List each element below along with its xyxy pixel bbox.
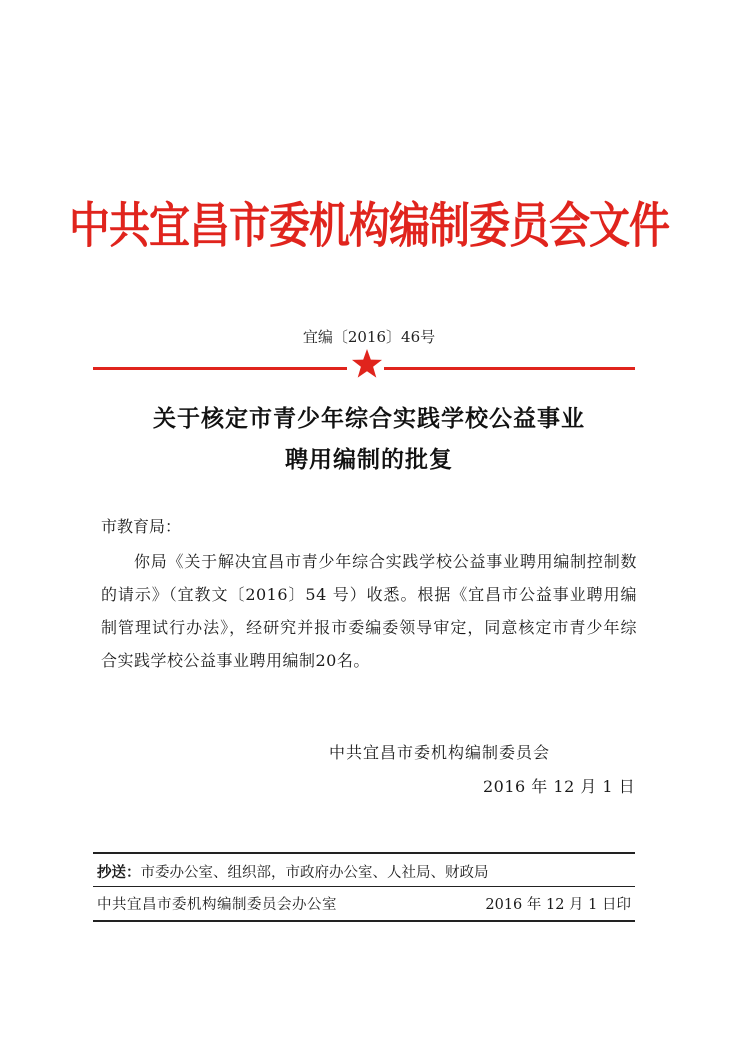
document-number: 宜编〔2016〕46号 — [302, 328, 436, 346]
body-paragraph: 你局《关于解决宜昌市青少年综合实践学校公益事业聘用编制控制数的请示》（宜教文〔2016〕54 号）收悉。根据《宜昌市公益事业聘用编制管理试行办法》，经研究并报市委编委领导审定，同意核定市青少年综合实践学校公益事业聘用编制20名。 — [101, 552, 637, 670]
salutation: 市教育局： — [101, 517, 182, 536]
issuer-header: 中共宜昌市委机构编制委员会文件 — [69, 197, 669, 254]
cc-recipients: 市委办公室、组织部，市政府办公室、人社局、财政局 — [140, 865, 489, 881]
red-star-icon — [351, 348, 383, 380]
signature-organization: 中共宜昌市委机构编制委员会 — [329, 743, 551, 762]
print-date: 2016 年 12 月 1 日印 — [485, 897, 631, 913]
document-title-line-1: 关于核定市青少年综合实践学校公益事业 — [153, 405, 585, 432]
signature-date: 2016 年 12 月 1 日 — [483, 777, 636, 796]
print-office: 中共宜昌市委机构编制委员会办公室 — [97, 897, 337, 913]
red-divider-right — [384, 367, 635, 370]
red-divider-left — [93, 367, 347, 370]
document-title-line-2: 聘用编制的批复 — [285, 446, 453, 473]
footer-rule-top — [93, 852, 635, 854]
cc-label: 抄送： — [97, 864, 141, 881]
footer-rule-middle — [93, 886, 635, 887]
footer-rule-bottom — [93, 920, 635, 922]
cc-line — [97, 861, 489, 882]
